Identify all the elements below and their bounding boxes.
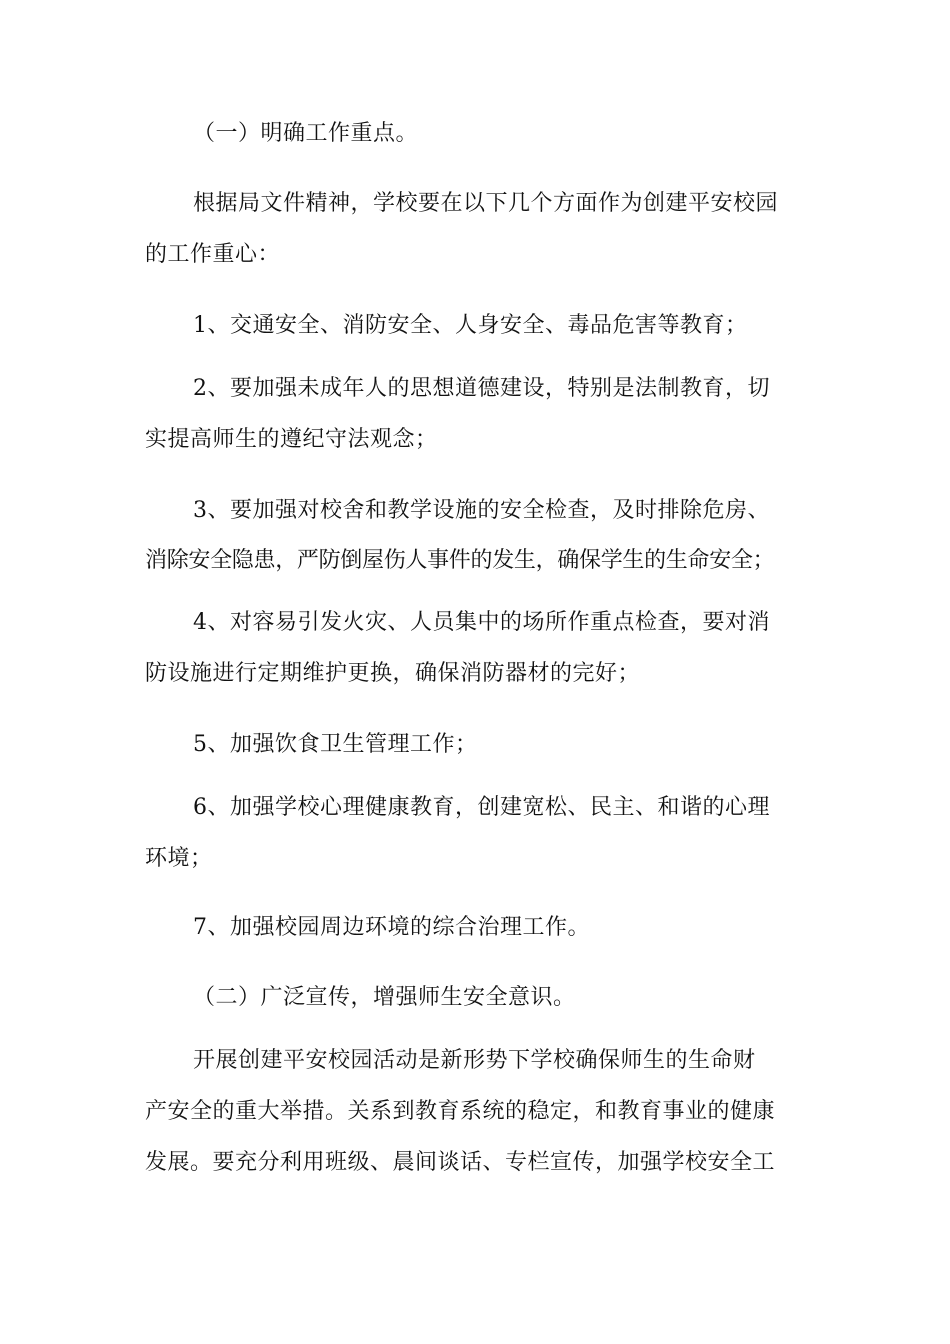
list-item-6-line-2: 环境； (145, 846, 213, 871)
section-heading-2: （二）广泛宣传，增强师生安全意识。 (193, 985, 576, 1010)
list-item-4-line-2: 防设施进行定期维护更换，确保消防器材的完好； (145, 661, 641, 686)
section-heading-1: （一）明确工作重点。 (193, 121, 419, 146)
list-item-2-line-2: 实提高师生的遵纪守法观念； (145, 427, 438, 452)
list-item-5: 5、加强饮食卫生管理工作； (193, 732, 478, 757)
list-item-3-line-1: 3、要加强对校舍和教学设施的安全检查，及时排除危房、 (193, 498, 770, 523)
list-item-3-line-2: 消除安全隐患，严防倒屋伤人事件的发生，确保学生的生命安全； (145, 548, 775, 573)
closing-paragraph-line-2: 产安全的重大举措。关系到教育系统的稳定，和教育事业的健康 (145, 1099, 776, 1124)
list-item-2-line-1: 2、要加强未成年人的思想道德建设，特别是法制教育，切 (193, 376, 770, 401)
closing-paragraph-line-3: 发展。要充分利用班级、晨间谈话、专栏宣传，加强学校安全工 (145, 1150, 776, 1175)
list-item-7: 7、加强校园周边环境的综合治理工作。 (193, 915, 590, 940)
intro-paragraph-line-2: 的工作重心： (145, 242, 281, 267)
list-item-1: 1、交通安全、消防安全、人身安全、毒品危害等教育； (193, 313, 748, 338)
list-item-4-line-1: 4、对容易引发火灾、人员集中的场所作重点检查，要对消 (193, 610, 770, 635)
closing-paragraph-line-1: 开展创建平安校园活动是新形势下学校确保师生的生命财 (193, 1048, 756, 1073)
list-item-6-line-1: 6、加强学校心理健康教育，创建宽松、民主、和谐的心理 (193, 795, 770, 820)
intro-paragraph-line-1: 根据局文件精神，学校要在以下几个方面作为创建平安校园 (193, 191, 779, 216)
